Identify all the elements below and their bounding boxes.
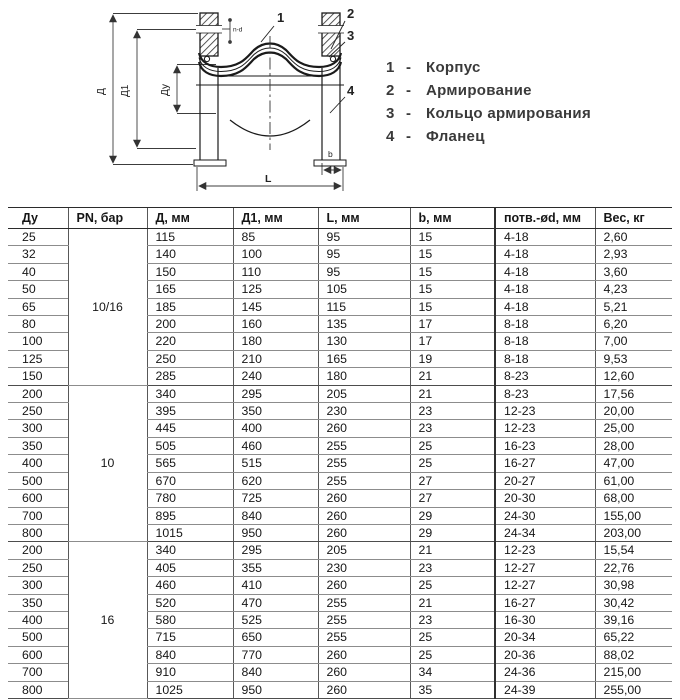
dim-label-nd: n-d — [233, 26, 243, 34]
cell: 295 — [233, 385, 318, 402]
cell: 25 — [410, 646, 495, 663]
cell: 16-27 — [495, 594, 595, 611]
dim-label-b: b — [328, 149, 333, 159]
cell: 180 — [233, 333, 318, 350]
legend-number: 2 — [386, 82, 395, 99]
cell: 350 — [233, 403, 318, 420]
cell: 715 — [147, 629, 233, 646]
cell: 61,00 — [595, 472, 672, 489]
callout-1: 1 — [277, 10, 285, 25]
cell: 100 — [233, 246, 318, 263]
cell: 140 — [147, 246, 233, 263]
cell-du: 400 — [8, 455, 68, 472]
cell-du: 200 — [8, 385, 68, 402]
cell: 20-30 — [495, 490, 595, 507]
legend-label: Армирование — [426, 82, 532, 99]
cell: 105 — [318, 281, 410, 298]
column-header-0: Ду — [8, 208, 68, 229]
cell: 470 — [233, 594, 318, 611]
cell: 15 — [410, 298, 495, 315]
cell: 47,00 — [595, 455, 672, 472]
cell: 255 — [318, 611, 410, 628]
cell: 39,16 — [595, 611, 672, 628]
cell: 770 — [233, 646, 318, 663]
cell: 24-39 — [495, 681, 595, 698]
cell-pn-group-2: 16 — [68, 542, 147, 699]
cell: 16-30 — [495, 611, 595, 628]
cell: 895 — [147, 507, 233, 524]
cell: 240 — [233, 368, 318, 385]
cell-du: 300 — [8, 577, 68, 594]
cell-du: 700 — [8, 664, 68, 681]
cell-du: 600 — [8, 646, 68, 663]
table-header-row — [8, 208, 672, 229]
cell: 215,00 — [595, 664, 672, 681]
cell-du: 32 — [8, 246, 68, 263]
cell: 19 — [410, 350, 495, 367]
legend-label: Корпус — [426, 59, 481, 76]
cell: 85 — [233, 229, 318, 246]
cell: 405 — [147, 559, 233, 576]
legend-dash: - — [406, 82, 411, 99]
cell: 12-23 — [495, 403, 595, 420]
cell: 260 — [318, 577, 410, 594]
cell-du: 25 — [8, 229, 68, 246]
column-header-7: Вес, кг — [595, 208, 672, 229]
cell: 460 — [147, 577, 233, 594]
parts-legend — [386, 56, 591, 148]
cell: 565 — [147, 455, 233, 472]
cell: 21 — [410, 542, 495, 559]
cell: 255 — [318, 455, 410, 472]
cell: 25 — [410, 629, 495, 646]
cell-pn-group-0: 10/16 — [68, 229, 147, 386]
dimension-lines — [113, 14, 343, 192]
dim-label-d: Д — [96, 88, 107, 95]
callout-3: 3 — [347, 28, 355, 43]
cell: 445 — [147, 420, 233, 437]
cell-du: 800 — [8, 681, 68, 698]
cell: 95 — [318, 263, 410, 280]
cell-du: 350 — [8, 594, 68, 611]
cell-du: 125 — [8, 350, 68, 367]
cell: 25 — [410, 437, 495, 454]
cell: 725 — [233, 490, 318, 507]
cell: 7,00 — [595, 333, 672, 350]
cell: 520 — [147, 594, 233, 611]
cell: 255 — [318, 437, 410, 454]
cell: 22,76 — [595, 559, 672, 576]
cell: 20-36 — [495, 646, 595, 663]
cell: 25 — [410, 577, 495, 594]
column-header-4: L, мм — [318, 208, 410, 229]
cell: 6,20 — [595, 316, 672, 333]
cell: 260 — [318, 646, 410, 663]
cell: 12-23 — [495, 420, 595, 437]
legend-item-4 — [386, 125, 591, 148]
cell: 910 — [147, 664, 233, 681]
cell: 255 — [318, 472, 410, 489]
cell: 68,00 — [595, 490, 672, 507]
cell: 130 — [318, 333, 410, 350]
cell: 15,54 — [595, 542, 672, 559]
cell: 2,93 — [595, 246, 672, 263]
cell: 220 — [147, 333, 233, 350]
cell: 260 — [318, 681, 410, 698]
cell: 1015 — [147, 524, 233, 541]
joint-drawing — [194, 13, 346, 166]
cell: 780 — [147, 490, 233, 507]
cell-du: 300 — [8, 420, 68, 437]
cell: 340 — [147, 542, 233, 559]
cell: 110 — [233, 263, 318, 280]
cell: 30,42 — [595, 594, 672, 611]
cell: 1025 — [147, 681, 233, 698]
cell: 125 — [233, 281, 318, 298]
cell: 23 — [410, 559, 495, 576]
cell: 23 — [410, 403, 495, 420]
cell: 250 — [147, 350, 233, 367]
cell: 185 — [147, 298, 233, 315]
cell: 165 — [147, 281, 233, 298]
dim-label-d1: Д1 — [120, 84, 131, 97]
column-header-1: PN, бар — [68, 208, 147, 229]
cell: 20-34 — [495, 629, 595, 646]
dim-label-l: L — [265, 173, 272, 185]
legend-dash: - — [406, 59, 411, 76]
cell: 525 — [233, 611, 318, 628]
cell: 12,60 — [595, 368, 672, 385]
cell: 4-18 — [495, 298, 595, 315]
cell: 205 — [318, 542, 410, 559]
cell: 29 — [410, 524, 495, 541]
cell: 35 — [410, 681, 495, 698]
cell: 17 — [410, 333, 495, 350]
cell: 16-27 — [495, 455, 595, 472]
callout-4: 4 — [347, 83, 355, 98]
cell: 4,23 — [595, 281, 672, 298]
cell-du: 500 — [8, 629, 68, 646]
cell: 12-27 — [495, 559, 595, 576]
cell-du: 250 — [8, 403, 68, 420]
cell: 620 — [233, 472, 318, 489]
cell: 24-30 — [495, 507, 595, 524]
legend-number: 3 — [386, 105, 395, 122]
legend-label: Кольцо армирования — [426, 105, 591, 122]
cell: 4-18 — [495, 229, 595, 246]
cell: 95 — [318, 229, 410, 246]
cell-du: 50 — [8, 281, 68, 298]
cell: 340 — [147, 385, 233, 402]
cell: 460 — [233, 437, 318, 454]
cell: 21 — [410, 594, 495, 611]
cell: 15 — [410, 229, 495, 246]
cell: 88,02 — [595, 646, 672, 663]
cell: 23 — [410, 420, 495, 437]
cell: 8-18 — [495, 333, 595, 350]
cell-du: 250 — [8, 559, 68, 576]
cell-du: 100 — [8, 333, 68, 350]
cell: 285 — [147, 368, 233, 385]
cell: 400 — [233, 420, 318, 437]
cell: 12-27 — [495, 577, 595, 594]
cell: 8-18 — [495, 350, 595, 367]
dim-label-du: Ду — [160, 84, 171, 96]
cell-du: 800 — [8, 524, 68, 541]
cell: 150 — [147, 263, 233, 280]
cell: 4-18 — [495, 263, 595, 280]
cell: 12-23 — [495, 542, 595, 559]
cell: 840 — [233, 664, 318, 681]
cell: 515 — [233, 455, 318, 472]
legend-dash: - — [406, 128, 411, 145]
cell: 30,98 — [595, 577, 672, 594]
cell: 16-23 — [495, 437, 595, 454]
cell: 230 — [318, 559, 410, 576]
legend-number: 1 — [386, 59, 395, 76]
cell: 650 — [233, 629, 318, 646]
column-header-3: Д1, мм — [233, 208, 318, 229]
cell: 260 — [318, 420, 410, 437]
cell-du: 600 — [8, 490, 68, 507]
cell: 27 — [410, 490, 495, 507]
cell-du: 40 — [8, 263, 68, 280]
cell-pn-group-1: 10 — [68, 385, 147, 542]
cell: 15 — [410, 281, 495, 298]
cell: 260 — [318, 524, 410, 541]
cell: 950 — [233, 524, 318, 541]
cell: 260 — [318, 507, 410, 524]
cell: 260 — [318, 664, 410, 681]
cell: 255 — [318, 629, 410, 646]
cell-du: 80 — [8, 316, 68, 333]
cell-du: 700 — [8, 507, 68, 524]
table-row — [8, 229, 672, 246]
cell: 260 — [318, 490, 410, 507]
cell: 155,00 — [595, 507, 672, 524]
cell: 355 — [233, 559, 318, 576]
cell: 20-27 — [495, 472, 595, 489]
cell: 295 — [233, 542, 318, 559]
table-row — [8, 542, 672, 559]
cell: 180 — [318, 368, 410, 385]
legend-number: 4 — [386, 128, 395, 145]
cell: 950 — [233, 681, 318, 698]
cell: 15 — [410, 246, 495, 263]
cell: 395 — [147, 403, 233, 420]
cell: 24-34 — [495, 524, 595, 541]
cell: 28,00 — [595, 437, 672, 454]
cell: 145 — [233, 298, 318, 315]
cell-du: 500 — [8, 472, 68, 489]
cell: 3,60 — [595, 263, 672, 280]
cell: 21 — [410, 385, 495, 402]
cell: 670 — [147, 472, 233, 489]
cell: 5,21 — [595, 298, 672, 315]
cell: 840 — [147, 646, 233, 663]
cell: 165 — [318, 350, 410, 367]
cell: 205 — [318, 385, 410, 402]
column-header-6: потв.-ød, мм — [495, 208, 595, 229]
cell: 21 — [410, 368, 495, 385]
cell: 4-18 — [495, 281, 595, 298]
cell: 25 — [410, 455, 495, 472]
cell: 255 — [318, 594, 410, 611]
cell: 17 — [410, 316, 495, 333]
cell: 17,56 — [595, 385, 672, 402]
dimensions-table — [8, 207, 672, 699]
column-header-2: Д, мм — [147, 208, 233, 229]
cell-du: 400 — [8, 611, 68, 628]
cell: 95 — [318, 246, 410, 263]
cell: 2,60 — [595, 229, 672, 246]
cell: 135 — [318, 316, 410, 333]
cell: 115 — [147, 229, 233, 246]
cell: 8-23 — [495, 385, 595, 402]
cell: 255,00 — [595, 681, 672, 698]
callout-2: 2 — [347, 6, 355, 21]
cell-du: 200 — [8, 542, 68, 559]
cell-du: 65 — [8, 298, 68, 315]
cell: 15 — [410, 263, 495, 280]
cell: 9,53 — [595, 350, 672, 367]
cell: 200 — [147, 316, 233, 333]
cell: 20,00 — [595, 403, 672, 420]
cell: 25,00 — [595, 420, 672, 437]
cell: 4-18 — [495, 246, 595, 263]
cell: 27 — [410, 472, 495, 489]
cell: 580 — [147, 611, 233, 628]
legend-item-3 — [386, 102, 591, 125]
cell: 34 — [410, 664, 495, 681]
cell: 8-18 — [495, 316, 595, 333]
cell: 210 — [233, 350, 318, 367]
cell: 203,00 — [595, 524, 672, 541]
cell-du: 350 — [8, 437, 68, 454]
cell: 160 — [233, 316, 318, 333]
table-row — [8, 385, 672, 402]
cell: 840 — [233, 507, 318, 524]
legend-item-1 — [386, 56, 591, 79]
legend-dash: - — [406, 105, 411, 122]
cell: 23 — [410, 611, 495, 628]
cell: 115 — [318, 298, 410, 315]
column-header-5: b, мм — [410, 208, 495, 229]
cell-du: 150 — [8, 368, 68, 385]
cell: 230 — [318, 403, 410, 420]
cell: 8-23 — [495, 368, 595, 385]
cell: 24-36 — [495, 664, 595, 681]
cell: 410 — [233, 577, 318, 594]
legend-item-2 — [386, 79, 591, 102]
cell: 29 — [410, 507, 495, 524]
cell: 505 — [147, 437, 233, 454]
cell: 65,22 — [595, 629, 672, 646]
legend-label: Фланец — [426, 128, 485, 145]
